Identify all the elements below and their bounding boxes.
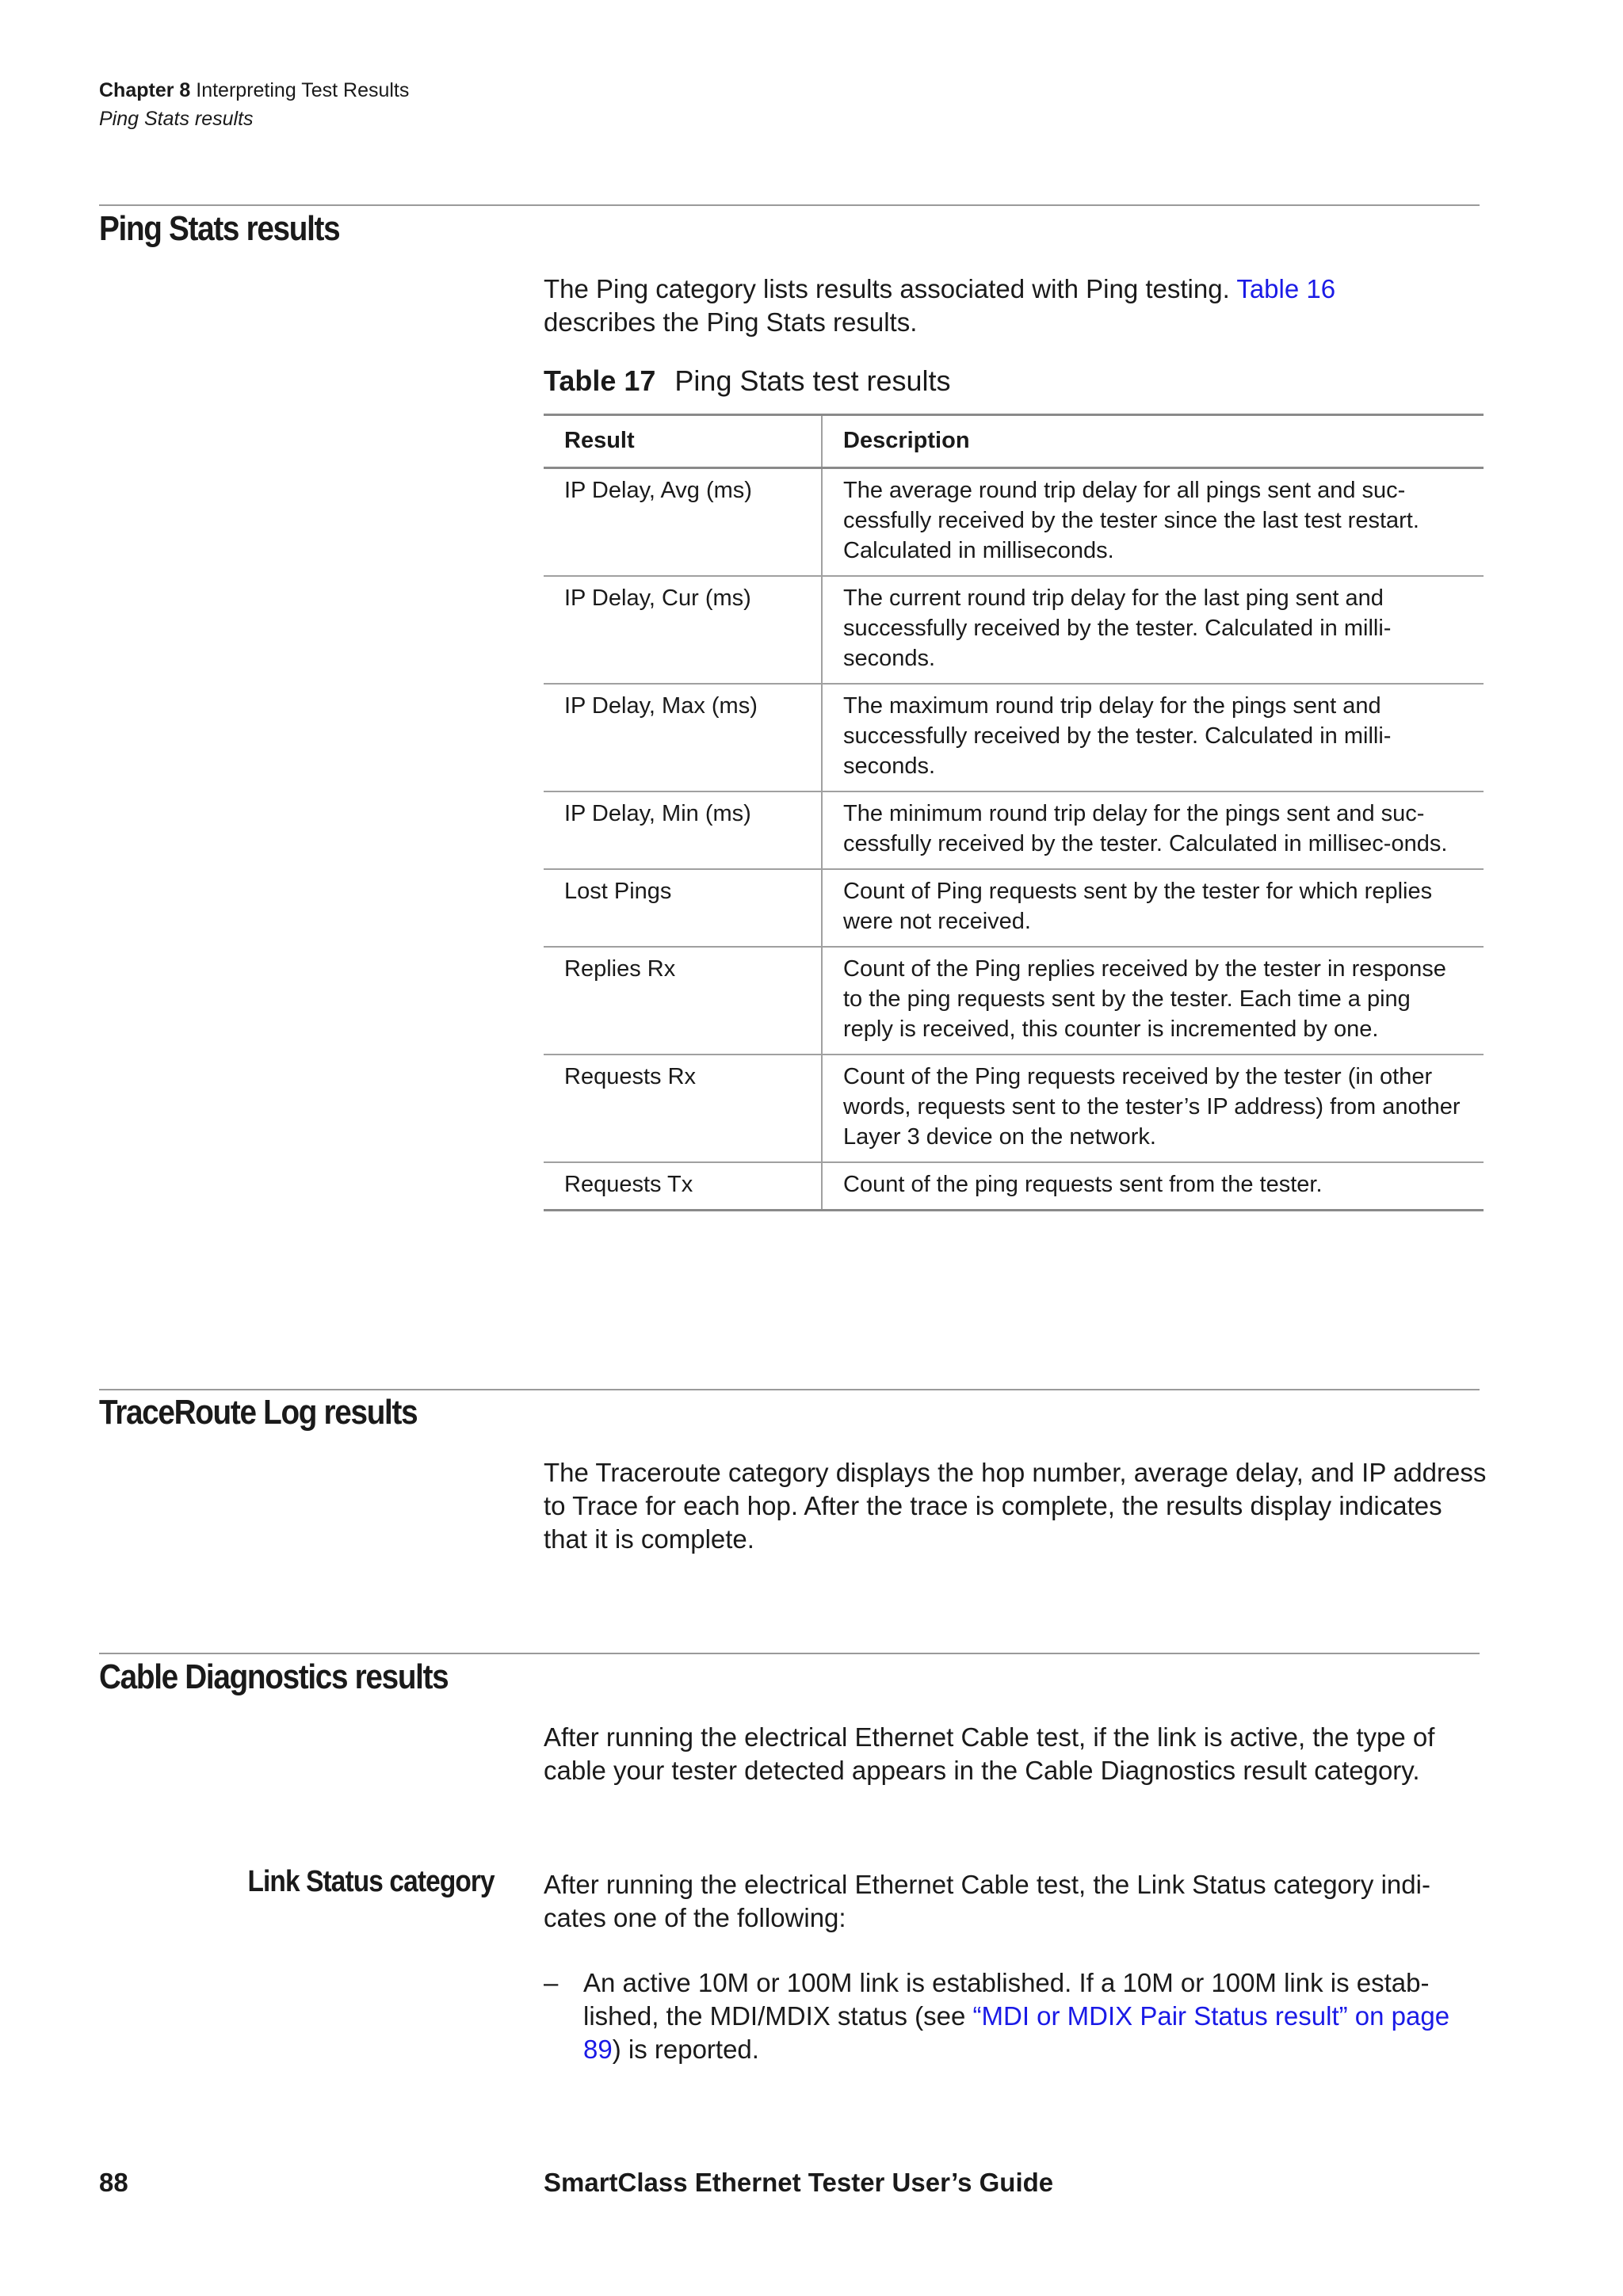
description-cell: The minimum round trip delay for the pings sent and suc-cessfully received by the tester. Calculated in millisec-onds. <box>822 791 1484 869</box>
list-item <box>544 1966 1487 2066</box>
table-16-link[interactable]: Table 16 <box>1236 274 1336 303</box>
traceroute-body: The Traceroute category displays the hop number, average delay, and IP address to Trace for each hop. After the trace is complete, the results display indicates that it is complete. <box>544 1458 1487 1554</box>
section-heading-ping: Ping Stats results <box>99 209 340 248</box>
description-cell: The maximum round trip delay for the pings sent and successfully received by the tester. Calculated in milli-seconds. <box>822 684 1484 791</box>
running-section: Ping Stats results <box>99 108 254 130</box>
table-row <box>544 684 1484 791</box>
ping-intro-text-2: describes the Ping Stats results. <box>544 307 918 337</box>
table-title: Ping Stats test results <box>674 364 951 397</box>
table-row <box>544 468 1484 577</box>
result-cell: Lost Pings <box>544 869 822 947</box>
chapter-title: Interpreting Test Results <box>196 79 410 101</box>
mdi-status-link[interactable]: “MDI or MDIX Pair Status result” on page 89 <box>583 2001 1450 2064</box>
description-cell: Count of the Ping requests received by the tester (in other words, requests sent to the tester’s IP address) from another Layer 3 device on the network. <box>822 1055 1484 1162</box>
running-header <box>99 76 409 133</box>
table-row <box>544 576 1484 684</box>
table-row <box>544 791 1484 869</box>
column-header-result: Result <box>544 415 822 468</box>
description-cell: Count of the ping requests sent from the tester. <box>822 1162 1484 1211</box>
page-number: 88 <box>99 2168 128 2197</box>
table-row <box>544 1055 1484 1162</box>
cable-body: After running the electrical Ethernet Cable test, if the link is active, the type of cable your tester detected appears in the Cable Diagnostics result category. <box>544 1722 1435 1785</box>
bullet-text <box>583 1966 1487 2066</box>
table-row <box>544 869 1484 947</box>
bullet-text-end: ) is reported. <box>612 2035 759 2064</box>
section-rule <box>99 1389 1480 1390</box>
table-row <box>544 1162 1484 1211</box>
table-number: Table 17 <box>544 364 656 397</box>
column-header-description: Description <box>822 415 1484 468</box>
description-cell: The average round trip delay for all pings sent and suc-cessfully received by the tester since the last test restart. Calculated in milliseconds. <box>822 468 1484 577</box>
ping-stats-table <box>544 414 1484 1211</box>
bullet-text-start: An active 10M or 100M link is established. If a 10M or 100M link is estab-lished, the MDI/MDIX status (see <box>583 1968 1430 2031</box>
result-cell: IP Delay, Cur (ms) <box>544 576 822 684</box>
book-title: SmartClass Ethernet Tester User’s Guide <box>544 2168 1054 2197</box>
section-heading-cable: Cable Diagnostics results <box>99 1657 449 1696</box>
ping-intro-text: The Ping category lists results associated with Ping testing. <box>544 274 1237 303</box>
ping-intro <box>544 273 1487 339</box>
subsection-heading-link-status: Link Status category <box>247 1865 495 1898</box>
chapter-label: Chapter 8 <box>99 79 191 101</box>
description-cell: Count of Ping requests sent by the tester for which replies were not received. <box>822 869 1484 947</box>
table-row <box>544 947 1484 1055</box>
section-rule <box>99 1653 1480 1654</box>
link-status-body: After running the electrical Ethernet Cable test, the Link Status category indi-cates one of the following: <box>544 1870 1430 1932</box>
result-cell: IP Delay, Avg (ms) <box>544 468 822 577</box>
section-rule <box>99 204 1480 206</box>
result-cell: Replies Rx <box>544 947 822 1055</box>
description-cell: Count of the Ping replies received by the tester in response to the ping requests sent by the tester. Each time a ping reply is received, this counter is incremented by one. <box>822 947 1484 1055</box>
result-cell: IP Delay, Min (ms) <box>544 791 822 869</box>
table-header-row <box>544 415 1484 468</box>
result-cell: Requests Tx <box>544 1162 822 1211</box>
table-caption <box>544 364 951 398</box>
section-heading-traceroute: TraceRoute Log results <box>99 1393 418 1432</box>
description-cell: The current round trip delay for the last ping sent and successfully received by the tester. Calculated in milli-seconds. <box>822 576 1484 684</box>
bullet-dash: – <box>544 1968 559 1997</box>
result-cell: IP Delay, Max (ms) <box>544 684 822 791</box>
result-cell: Requests Rx <box>544 1055 822 1162</box>
